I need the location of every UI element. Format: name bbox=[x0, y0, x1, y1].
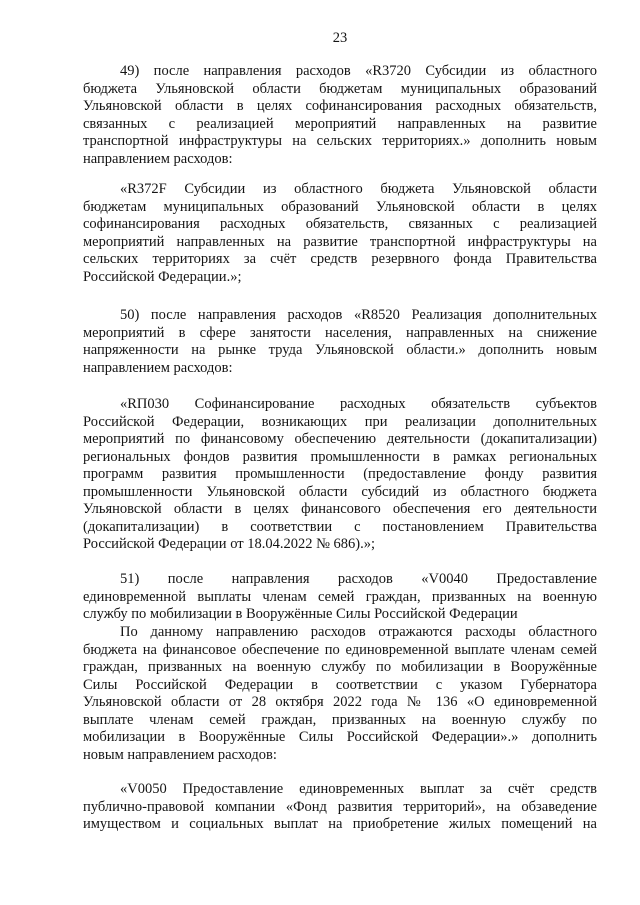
paragraph-item-49 bbox=[83, 63, 597, 168]
text-line: По данному направлению расходов отражаются расходы областного bbox=[120, 624, 597, 640]
text-line: бюджета Ульяновской области бюджетам муниципальных образований bbox=[83, 80, 597, 97]
text-line: транспортной инфраструктуры на сельских территориях.» дополнить новым bbox=[83, 133, 597, 149]
text-line: мероприятий в сфере занятости населения, направленных на снижение bbox=[83, 324, 597, 341]
text-line: Ульяновской области в целях финансового обеспечения его деятельности bbox=[83, 501, 597, 517]
text-line: Силы Российской Федерации в соответствии с указом Губернатора bbox=[83, 676, 597, 693]
text-line: Российской Федерации.»; bbox=[83, 268, 242, 285]
text-line: 49) после направления расходов «R3720 Субсидии из областного bbox=[120, 63, 597, 79]
text-line: 51) после направления расходов «V0040 Предоставление bbox=[120, 571, 597, 587]
text-line: напряженности на рынке труда Ульяновской области.» дополнить новым bbox=[83, 342, 597, 358]
text-line: Ульяновской области от 28 октября 2022 года № 136 «О единовременной bbox=[83, 694, 597, 710]
text-line: (докапитализации) в соответствии с постановлением Правительства bbox=[83, 518, 597, 535]
text-line: 50) после направления расходов «R8520 Реализация дополнительных bbox=[120, 307, 597, 323]
text-line: мероприятий по финансовому обеспечению деятельности (докапитализации) bbox=[83, 431, 597, 447]
text-line: региональных фондов развития промышленности в рамках региональных bbox=[83, 448, 597, 465]
text-line: связанных с реализацией мероприятий направленных на развитие bbox=[83, 115, 597, 132]
text-line: единовременной выплаты членам семей граждан, призванных на военную bbox=[83, 588, 597, 605]
text-line: сельских территориях за счёт средств резервного фонда Правительства bbox=[83, 251, 597, 267]
text-line: мероприятий направленных на развитие транспортной инфраструктуры на bbox=[83, 233, 597, 250]
text-line: «RП030 Софинансирование расходных обязательств субъектов bbox=[120, 396, 597, 412]
text-line: «R372F Субсидии из областного бюджета Ульяновской области bbox=[120, 181, 597, 197]
text-line: Ульяновской области в целях софинансирования расходных обязательств, bbox=[83, 98, 597, 114]
paragraph-item-50 bbox=[83, 307, 597, 377]
text-line: бюджетам муниципальных образований Ульяновской области в целях bbox=[83, 198, 597, 215]
text-line: мобилизации в Вооружённые Силы Российской Федерации».» дополнить bbox=[83, 729, 597, 745]
text-line: Российской Федерации, возникающих при реализации дополнительных bbox=[83, 413, 597, 430]
text-line: публично-правовой компании «Фонд развития территорий», на обзаведение bbox=[83, 798, 597, 815]
paragraph-quote-v0050 bbox=[83, 781, 597, 834]
text-line: софинансирования расходных обязательств, связанных с реализацией bbox=[83, 216, 597, 232]
text-line: «V0050 Предоставление единовременных выплат за счёт средств bbox=[120, 781, 597, 797]
paragraph-description bbox=[83, 624, 597, 764]
text-line: программ развития промышленности (предоставление фонду развития bbox=[83, 466, 597, 482]
paragraph-quote-rp030 bbox=[83, 396, 597, 554]
text-line: граждан, призванных на военную службу по мобилизации в Вооружённые bbox=[83, 659, 597, 675]
paragraph-item-51 bbox=[83, 571, 597, 624]
text-line: направлением расходов: bbox=[83, 359, 233, 376]
text-line: имуществом и социальных выплат на приобретение жилых помещений на bbox=[83, 816, 597, 832]
text-line: направлением расходов: bbox=[83, 150, 233, 167]
text-line: выплате членам семей граждан, призванных на военную службу по bbox=[83, 711, 597, 728]
paragraph-quote-r372f bbox=[83, 181, 597, 286]
text-line: Российской Федерации от 18.04.2022 № 686).»; bbox=[83, 536, 376, 552]
text-line: бюджета на финансовое обеспечение по единовременной выплате членам семей bbox=[83, 641, 597, 658]
text-line: промышленности Ульяновской области субсидий из областного бюджета bbox=[83, 483, 597, 500]
text-line: новым направлением расходов: bbox=[83, 746, 277, 763]
text-line: службу по мобилизации в Вооружённые Силы Российской Федерации bbox=[83, 606, 518, 622]
page-number: 23 bbox=[332, 30, 348, 46]
